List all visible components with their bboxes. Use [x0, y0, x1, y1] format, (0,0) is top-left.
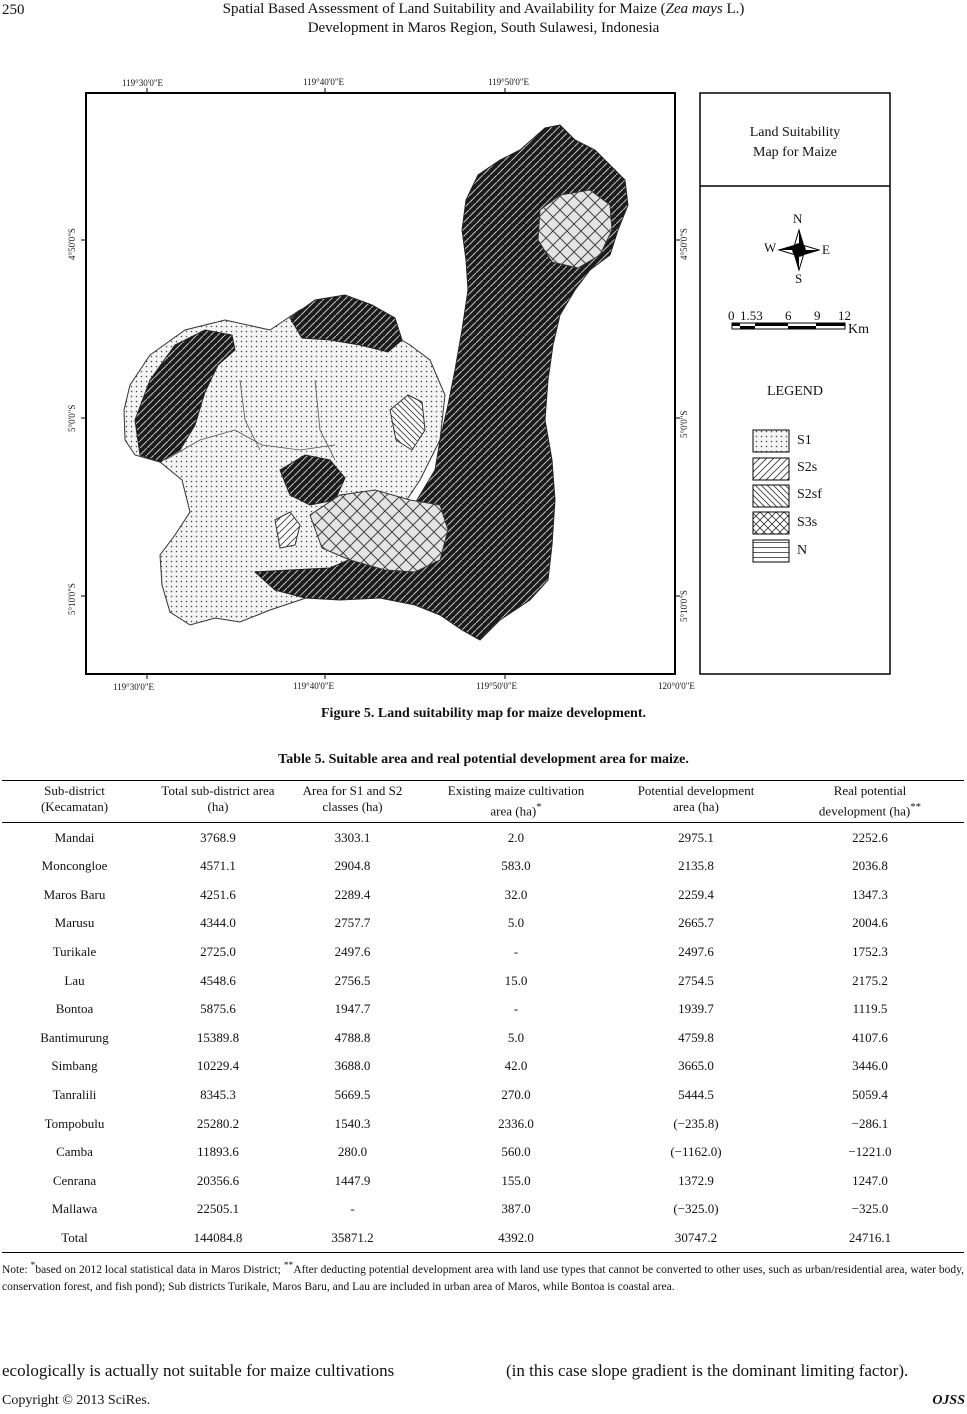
table-cell: 1447.9	[334, 1172, 371, 1188]
col-header	[147, 781, 289, 823]
coord-top-2: 119°40'0"E	[303, 77, 345, 87]
table-cell: 2756.5	[334, 972, 371, 988]
table-cell: 4548.6	[200, 972, 236, 988]
table-cell: 35871.2	[289, 1224, 416, 1253]
table-cell: 42.0	[504, 1058, 528, 1074]
legend-map-title	[700, 123, 890, 163]
table-caption: Table 5. Suitable area and real potential development area for maize.	[278, 752, 689, 767]
table-cell: 24716.1	[776, 1224, 964, 1253]
scale-label-1: 1.53	[740, 308, 763, 323]
col-header	[776, 781, 964, 823]
footer-journal: OJSS	[932, 1393, 965, 1408]
legend-heading: LEGEND	[767, 384, 823, 399]
table-cell: Tompobulu	[44, 1115, 105, 1131]
table-cell: 4571.1	[200, 858, 236, 874]
table-cell: (−1162.0)	[670, 1144, 722, 1160]
table-cell: 4392.0	[416, 1224, 616, 1253]
table-cell: Marusu	[54, 915, 95, 931]
table-row	[2, 852, 964, 881]
col-header	[2, 781, 147, 823]
table-cell: 20356.6	[196, 1172, 240, 1188]
table-cell: 2497.6	[678, 944, 714, 959]
col-header-line1: Existing maize cultivation	[447, 783, 585, 798]
table-cell: Bantimurung	[40, 1029, 109, 1045]
table-row	[2, 966, 964, 995]
compass-s-label: S	[795, 271, 803, 286]
table-cell: 3303.1	[334, 829, 371, 845]
legend-label-n: N	[797, 543, 808, 558]
table-header-row	[2, 781, 964, 823]
footer-copyright: Copyright © 2013 SciRes.	[2, 1393, 151, 1408]
table-row	[2, 1023, 964, 1052]
table-cell: Maros Baru	[43, 886, 106, 902]
table-cell: 2036.8	[852, 858, 888, 874]
table-cell: 5.0	[507, 1029, 525, 1045]
table-cell: Mandai	[54, 829, 95, 845]
table-cell: 1752.3	[852, 944, 888, 959]
col-header-line2: classes (ha)	[322, 799, 383, 814]
table-row	[2, 1081, 964, 1110]
table-cell: 1347.3	[852, 886, 888, 902]
table-cell: -	[350, 1201, 355, 1217]
legend-label-s2s: S2s	[797, 460, 818, 475]
table-row	[2, 909, 964, 938]
table-note	[2, 1257, 964, 1296]
coord-bottom-4: 120°0'0"E	[658, 681, 695, 691]
coord-top-1: 119°30'0"E	[122, 78, 164, 88]
table-cell: 2289.4	[334, 886, 371, 902]
table-row	[2, 823, 964, 852]
legend-swatch-s3s	[753, 512, 789, 534]
table-cell: 2135.8	[678, 858, 714, 874]
table-cell: 2175.2	[852, 972, 888, 988]
figure-caption: Figure 5. Land suitability map for maize development.	[321, 706, 646, 721]
table-cell: 4759.8	[678, 1029, 714, 1045]
table-cell: 1540.3	[334, 1115, 371, 1131]
table-cell: 15.0	[504, 972, 528, 988]
col-header-line1: Sub-district	[44, 783, 105, 798]
table-cell: 3768.9	[200, 829, 236, 845]
legend-swatch-s1	[753, 430, 789, 452]
table-row	[2, 1109, 964, 1138]
table-cell: 4344.0	[200, 915, 236, 931]
scale-unit: Km	[848, 322, 869, 337]
table-cell: 2904.8	[334, 858, 371, 874]
table-cell: 3688.0	[334, 1058, 371, 1074]
col-header-sup: *	[536, 801, 542, 813]
table-total-row	[2, 1224, 964, 1253]
col-header	[416, 781, 616, 823]
table-cell: (−325.0)	[673, 1201, 719, 1217]
col-header-line2: development (ha)	[818, 803, 911, 819]
table-cell: Bontoa	[55, 1001, 94, 1017]
table-cell: 3446.0	[852, 1058, 888, 1074]
table-cell: 155.0	[501, 1172, 531, 1188]
body-text-right: (in this case slope gradient is the dominant limiting factor).	[506, 1361, 909, 1380]
legend-title-line2: Map for Maize	[753, 145, 837, 160]
legend-swatch-n	[753, 540, 789, 562]
table-cell: 2004.6	[852, 915, 888, 931]
table-cell: 560.0	[501, 1144, 531, 1160]
note-prefix: Note:	[2, 1263, 31, 1276]
table-cell: 387.0	[501, 1201, 531, 1217]
table-cell: 5.0	[507, 915, 525, 931]
table-cell: Camba	[56, 1144, 93, 1160]
table-row	[2, 1138, 964, 1167]
compass-e-label: E	[822, 242, 830, 257]
col-header-line1: Potential development	[637, 783, 755, 798]
col-header-line2: area (ha)	[490, 803, 537, 819]
table-row	[2, 1195, 964, 1224]
coord-left-1: 4°50'0"S	[67, 228, 77, 260]
scale-label-2: 6	[785, 308, 792, 323]
table-cell: 25280.2	[196, 1115, 240, 1131]
table-cell: 270.0	[501, 1086, 531, 1102]
legend-label-s1: S1	[797, 433, 812, 448]
coord-bottom-1: 119°30'0"E	[113, 682, 155, 692]
table-cell: 2497.6	[334, 944, 371, 959]
legend-swatch-s2sf	[753, 485, 789, 507]
table-row	[2, 1052, 964, 1081]
table-cell: 8345.3	[200, 1086, 236, 1102]
table-cell: Simbang	[51, 1058, 98, 1074]
col-header-line2: (Kecamatan)	[40, 799, 109, 814]
col-header-line1: Area for S1 and S2	[302, 783, 403, 798]
table-cell: 1939.7	[678, 1001, 714, 1017]
table-cell: -	[513, 944, 519, 959]
col-header	[289, 781, 416, 823]
col-header	[616, 781, 776, 823]
table-cell: 2757.7	[334, 915, 371, 931]
table-cell: 280.0	[337, 1144, 368, 1160]
table-cell: Tanralili	[52, 1086, 97, 1102]
scale-label-0: 0	[728, 308, 735, 323]
table-cell: Mallawa	[51, 1201, 98, 1217]
table-row	[2, 995, 964, 1024]
table-cell: 144084.8	[147, 1224, 289, 1253]
table-cell: 2259.4	[678, 886, 714, 902]
legend-title-line1: Land Suitability	[749, 125, 841, 140]
suitability-table	[2, 780, 964, 1253]
table-cell: 2252.6	[852, 829, 888, 845]
table-cell: 2754.5	[678, 972, 714, 988]
compass-n-label: N	[793, 211, 803, 226]
coord-right-2: 5°0'0"S	[679, 410, 689, 438]
col-header-line1: Total sub-district area	[161, 783, 275, 798]
table-cell: 5875.6	[200, 1001, 236, 1017]
table-cell: Cenrana	[52, 1172, 97, 1188]
col-header-line2: (ha)	[207, 799, 229, 814]
table-cell: 22505.1	[196, 1201, 240, 1217]
note-sup1: *	[30, 1260, 36, 1271]
table-cell: 4107.6	[852, 1029, 888, 1045]
table-cell: 15389.8	[196, 1029, 240, 1045]
note-sup2: **	[283, 1260, 294, 1271]
scale-label-4: 12	[838, 308, 851, 323]
table-row	[2, 1166, 964, 1195]
scale-label-3: 9	[814, 308, 821, 323]
coord-left-3: 5°10'0"S	[67, 583, 77, 615]
table-cell: Lau	[64, 972, 85, 988]
table-cell: −1221.0	[848, 1144, 892, 1160]
table-cell: 583.0	[501, 858, 531, 874]
table-cell: 2975.1	[678, 829, 714, 845]
table-cell: (−235.8)	[673, 1115, 719, 1131]
table-cell: 2336.0	[498, 1115, 534, 1131]
coord-left-2: 5°0'0"S	[67, 404, 77, 432]
col-header-sup: **	[910, 801, 922, 813]
table-cell: 1119.5	[852, 1001, 888, 1017]
table-cell: 10229.4	[196, 1058, 240, 1074]
page-number: 250	[2, 2, 25, 18]
col-header-line1: Real potential	[833, 783, 907, 798]
table-cell: 30747.2	[616, 1224, 776, 1253]
header-text-a: Spatial Based Assessment of Land Suitability and Availability for Maize (	[222, 1, 666, 17]
table-cell: 1372.9	[678, 1172, 714, 1188]
note-text2: After deducting potential development area with land use types that cannot be converted to other uses, such as urban/residential area, water body, conservation forest, and fish pond); Sub districts Turikale, Maros Baru, and Lau are included in urban area of Maros, while Bontoa is coastal area.	[2, 1263, 965, 1293]
table-cell: 1247.0	[852, 1172, 888, 1188]
col-header-line2: area (ha)	[673, 799, 719, 814]
table-row	[2, 938, 964, 967]
table-cell: −325.0	[851, 1201, 889, 1217]
running-header-line2: Development in Maros Region, South Sulawesi, Indonesia	[307, 20, 660, 36]
table-cell: 5444.5	[678, 1086, 714, 1102]
running-header-line1	[0, 1, 967, 18]
table-cell: 4788.8	[334, 1029, 371, 1045]
compass-w-label: W	[764, 240, 777, 255]
legend-label-s3s: S3s	[797, 515, 818, 530]
table-cell: 1947.7	[334, 1001, 371, 1017]
table-cell: 11893.6	[197, 1144, 239, 1160]
coord-right-1: 4°50'0"S	[679, 228, 689, 260]
table-cell: Turikale	[52, 944, 97, 959]
table-cell: 2.0	[507, 829, 525, 845]
table-cell: Total	[2, 1224, 147, 1253]
table-cell: -	[513, 1001, 519, 1017]
coord-top-3: 119°50'0"E	[488, 77, 530, 87]
legend-swatch-s2s	[753, 458, 789, 480]
table-cell: 5669.5	[334, 1086, 371, 1102]
coord-bottom-3: 119°50'0"E	[476, 681, 518, 691]
table-cell: 3665.0	[678, 1058, 714, 1074]
header-text-b: L.)	[722, 1, 745, 17]
coord-bottom-2: 119°40'0"E	[293, 681, 335, 691]
table-cell: −286.1	[851, 1115, 889, 1131]
legend-label-s2sf: S2sf	[797, 487, 822, 502]
table-cell: 5059.4	[852, 1086, 888, 1102]
coord-right-3: 5°10'0"S	[679, 590, 689, 622]
table-row	[2, 881, 964, 910]
note-text1: based on 2012 local statistical data in Maros District;	[35, 1263, 284, 1276]
table-cell: Moncongloe	[41, 858, 108, 874]
header-species: Zea mays	[665, 1, 723, 17]
table-cell: 2725.0	[200, 944, 236, 959]
table-cell: 32.0	[504, 886, 528, 902]
table-cell: 4251.6	[200, 886, 236, 902]
table-cell: 2665.7	[678, 915, 714, 931]
body-text-left: ecologically is actually not suitable for maize cultivations	[2, 1361, 395, 1380]
